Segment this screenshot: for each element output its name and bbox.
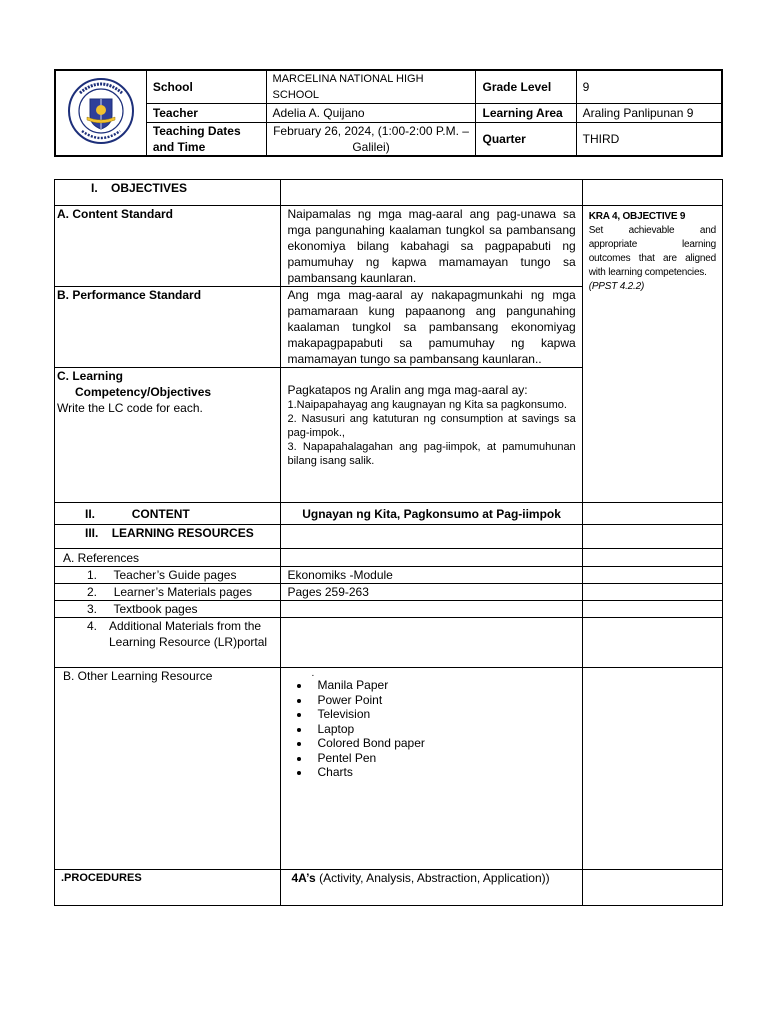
materials-list [287,678,575,780]
ref-value [281,601,582,618]
grade-level-label: Grade Level [476,70,576,104]
list-item: • Laptop [311,722,575,737]
learning-area-label: Learning Area [476,104,576,123]
ref-num: 4. [87,619,98,633]
procedures-value-bold: 4A’s [291,871,316,885]
ref-notes [582,584,722,601]
ref-value: Ekonomiks -Module [281,567,582,584]
ref-notes [582,618,722,668]
lc-label-line2: Competency/Objectives [75,385,212,399]
list-item: • Colored Bond paper [311,736,575,751]
ref-label: Textbook pages [113,602,198,616]
lc-note: Write the LC code for each. [57,401,203,415]
header-table [54,69,723,157]
deped-seal-icon [60,77,142,145]
references-blank [281,549,582,567]
content-standard-text: Naipamalas ng mga mag-aaral ang pag-unawa sa mga pangunahing kaalaman tungkol sa pambansang ekonomiya bilang kabahagi sa pagpapabuti ng pamumuhay ng kapwa mamamayan tungo sa pambansang kaunlaran. [281,206,582,287]
ref-row-label [55,567,281,584]
school-value: MARCELINA NATIONAL HIGH SCHOOL [266,70,476,104]
ref-row-label [55,618,281,668]
content-heading [55,503,281,525]
ref-num: 3. [87,602,98,616]
lc-item: 1.Naipapahayag ang kaugnayan ng Kita sa pagkonsumo. [287,399,567,411]
grade-level-value: 9 [576,70,722,104]
resources-num: III. [85,526,99,540]
procedures-notes [582,870,722,906]
deped-seal [55,70,146,156]
list-item: • Television [311,707,575,722]
objectives-heading-blank [281,180,582,206]
kra-notes [582,206,722,503]
ref-notes [582,567,722,584]
references-notes [582,549,722,567]
learning-resources-blank [281,525,582,549]
objectives-heading [55,180,281,206]
list-item: • Pentel Pen [311,751,575,766]
content-standard-label: A. Content Standard [55,206,281,287]
kra-title: KRA 4, OBJECTIVE 9 [588,211,686,222]
learning-competency-label-cell [55,368,281,503]
ref-row-label [55,601,281,618]
list-item: • Charts [311,765,575,780]
teaching-dates-value: February 26, 2024, (1:00-2:00 P.M. – Galilei) [266,123,476,157]
other-resource-notes [582,668,722,870]
teaching-dates-label: Teaching Dates and Time [146,123,266,157]
ref-num: 1. [87,568,98,582]
ref-notes [582,601,722,618]
procedures-label: .PROCEDURES [55,870,281,906]
ref-value: Pages 259-263 [281,584,582,601]
ref-label: Learner’s Materials pages [113,585,252,599]
kra-ref: (PPST 4.2.2) [588,281,645,292]
objectives-heading-notes [582,180,722,206]
objectives-num: I. [91,181,98,195]
list-item: • Power Point [311,693,575,708]
ref-num: 2. [87,585,98,599]
teacher-label: Teacher [146,104,266,123]
quarter-label: Quarter [476,123,576,157]
ref-row-label [55,584,281,601]
learning-resources-notes [582,525,722,549]
references-label: A. References [55,549,281,567]
list-item: • Manila Paper [311,678,575,693]
resources-label: LEARNING RESOURCES [111,526,254,540]
performance-standard-label: B. Performance Standard [55,287,281,368]
lesson-plan-table [54,179,723,906]
performance-standard-text: Ang mga mag-aaral ay nakapagmunkahi ng mga pamamaraan kung papaanong ang pangunahing kaalaman tungkol sa pambansang ekonomiyag makapagpapabuti sa pamumuhay ng kapwa mamamayan tungo sa pambansang kaunlaran.. [281,287,582,368]
learning-competency-cell [281,368,582,503]
content-label: CONTENT [131,506,190,521]
materials-cell [281,668,582,870]
kra-text: Set achievable and appropriate learning outcomes that are aligned with learning competencies. [588,225,716,278]
learning-area-value: Araling Panlipunan 9 [576,104,722,123]
content-notes [582,503,722,525]
quarter-value: THIRD [576,123,722,157]
lc-item: 2. Nasusuri ang katuturan ng consumption at savings sa pag-impok., [287,413,576,439]
procedures-value-rest: (Activity, Analysis, Abstraction, Application)) [315,871,550,885]
lc-item: 3. Napapahalagahan ang pag-iimpok, at pamumuhunan bilang isang salik. [287,441,576,467]
materials-dot: . [311,668,315,679]
procedures-value [281,870,582,906]
teacher-value: Adelia A. Quijano [266,104,476,123]
learning-resources-heading [55,525,281,549]
content-value: Ugnayan ng Kita, Pagkonsumo at Pag-iimpok [281,503,582,525]
lc-intro: Pagkatapos ng Aralin ang mga mag-aaral ay: [287,383,528,397]
objectives-label: OBJECTIVES [111,181,188,195]
ref-value [281,618,582,668]
school-label: School [146,70,266,104]
other-resource-label: B. Other Learning Resource [55,668,281,870]
ref-label: Teacher’s Guide pages [113,568,237,582]
ref-label: Additional Materials from the Learning Resource (LR)portal [109,619,268,649]
content-num: II. [85,506,96,521]
lc-label-line1: C. Learning [57,369,124,383]
